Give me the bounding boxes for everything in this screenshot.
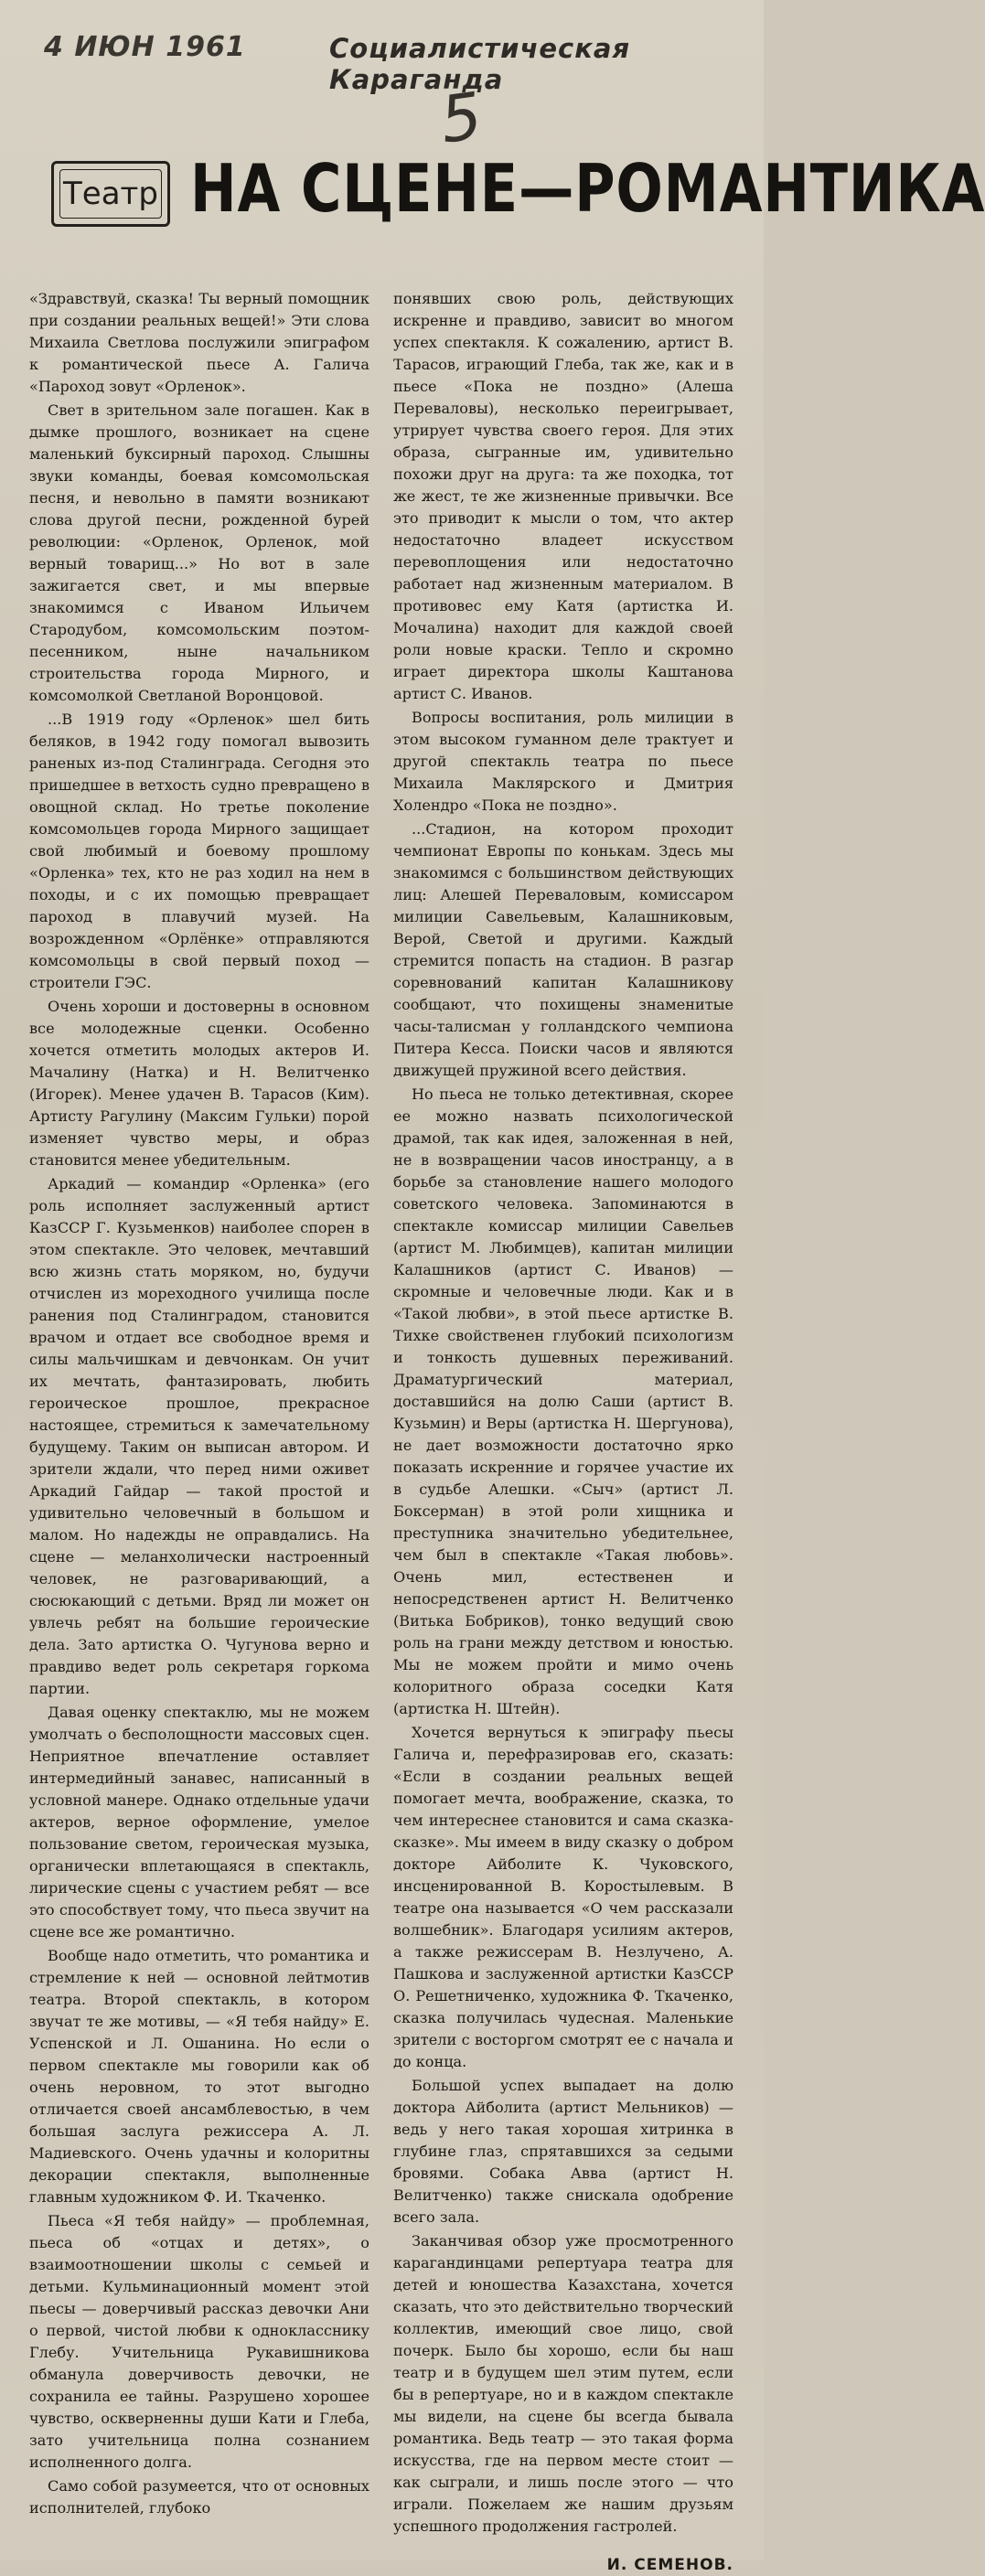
article-header (18, 150, 985, 287)
article-body (29, 288, 733, 2576)
article-paragraph: Само собой разумеется, что от основных исполнителей, глубоко (29, 2477, 369, 2517)
article-paragraph: Заканчивая обзор уже просмотренного карагандинцами репертуара театра для детей и юношества Казахстана, хочется сказать, что это действительно творческий коллектив, имеющий свое лицо, свой почерк. Было бы хорошо, если бы наш театр и в будущем шел этим путем, если бы в репертуаре, но и в каждом спектакле мы видели, на сцене бы всегда бывала романтика. Ведь театр — это такая форма искусства, где на первом месте стоит — как сыграли, и лишь после этого — что играли. Пожелаем же нашим друзьям успешного продолжения гастролей. (393, 2232, 733, 2535)
article-paragraph: Свет в зрительном зале погашен. Как в дымке прошлого, возникает на сцене маленький буксирный пароход. Слышны звуки команды, боевая комсомольская песня, и невольно в памяти возникают слова другой песни, рожденной бурей революции: «Орленок, Орленок, мой верный товарищ...» Но вот в зале зажигается свет, и мы впервые знакомимся с Иваном Ильичем Стародубом, комсомольским поэтом-песенником, ныне начальником строительства города Мирного, и комсомолкой Светланой Воронцовой. (29, 401, 369, 704)
clipping-top-line (18, 15, 745, 158)
newspaper-name-stamp: Социалистическая Караганда (329, 33, 631, 95)
article-column-right (393, 288, 733, 2576)
article-paragraph: Но пьеса не только детективная, скорее ее можно назвать психологической драмой, так как идея, заложенная в ней, не в возвращении часов иностранцу, а в борьбе за становление нашего молодого советского человека. Запоминаются в спектакле комиссар милиции Савельев (артист М. Любимцев), капитан милиции Калашников (артист С. Иванов) — скромные и человечные люди. Как и в «Такой любви», в этой пьесе артистке В. Тихке свойственен глубокий психологизм и тонкость душевных переживаний. Драматургический материал, доставшийся на долю Саши (артист В. Кузьмин) и Веры (артистка Н. Шергунова), не дает возможности достаточно ярко показать искренние и горячее участие их в судьбе Алешки. «Сыч» (артист Л. Боксерман) в этой роли хищника и преступника значительно убедительнее, чем был в спектакле «Такая любовь». Очень мил, естественен и непосредственен артист Н. Велитченко (Витька Бобриков), тонко ведущий свою роль на грани между детством и юностью. Мы не можем пройти и мимо очень колоритного образа соседки Катя (артистка Н. Штейн). (393, 1085, 733, 1717)
article-paragraph: Очень хороши и достоверны в основном все молодежные сценки. Особенно хочется отметить молодых актеров И. Мачалину (Натка) и Н. Велитченко (Игорек). Менее удачен В. Тарасов (Ким). Артисту Рагулину (Максим Гульки) порой изменяет чувство меры, и образ становится менее убедительным. (29, 998, 369, 1169)
article-paragraph: Пьеса «Я тебя найду» — проблемная, пьеса об «отцах и детях», о взаимоотношении школы с семьей и детьми. Кульминационный момент этой пьесы — доверчивый рассказ девочки Ани о первой, чистой любви к однокласснику Глебу. Учительница Рукавишникова обманула доверчивость девочки, не сохранила ее тайны. Разрушено хорошее чувство, оскверненны души Кати и Глеба, зато учительница полна сознанием исполненного долга. (29, 2212, 369, 2471)
article-title: НА СЦЕНЕ—РОМАНТИКА (190, 150, 985, 227)
article-paragraph: Хочется вернуться к эпиграфу пьесы Галича и, перефразировав его, сказать: «Если в создании реальных вещей помогает мечта, воображение, сказка, то чем интереснее становится и сама сказка-сказке». Мы имеем в виду сказку о добром докторе Айболите К. Чуковского, инсценированной В. Коростылевым. В театре она называется «О чем рассказали волшебник». Благодаря усилиям актеров, а также режиссерам В. Незлучено, А. Пашкова и заслуженной артистки КазССР О. Решетниченко, художника Ф. Ткаченко, сказка получилась чудесная. Маленькие зрители с восторгом смотрят ее с начала и до конца. (393, 1724, 733, 2070)
article-paragraph: «Здравствуй, сказка! Ты верный помощник при создании реальных вещей!» Эти слова Михаила Светлова послужили эпиграфом к романтической пьесе А. Галича «Пароход зовут «Орленок». (29, 290, 369, 395)
article-paragraph: Вопросы воспитания, роль милиции в этом высоком гуманном деле трактует и другой спектакль театра по пьесе Михаила Маклярского и Дмитрия Холендро «Пока не поздно». (393, 709, 733, 814)
article-paragraph: Большой успех выпадает на долю доктора Айболита (артист Мельников) — ведь у него такая хорошая хитринка в глубине глаз, спрятавшихся за седыми бровями. Собака Авва (артист Н. Велитченко) также снискала одобрение всего зала. (393, 2077, 733, 2226)
article-paragraph: Аркадий — командир «Орленка» (его роль исполняет заслуженный артист КазССР Г. Кузьменков) наиболее спорен в этом спектакле. Это человек, мечтавший всю жизнь стать моряком, но, будучи отчислен из мореходного училища после ранения под Сталинградом, становится врачом и отдает все свободное время и силы мальчишкам и девчонкам. Он учит их мечтать, фантазировать, любить героическое прошлое, прекрасное настоящее, стремиться к замечательному будущему. Таким он выписан автором. И зрители ждали, что перед ними оживет Аркадий Гайдар — такой простой и удивительно человечный в большом и малом. Но надежды не оправдались. На сцене — меланхолически настроенный человек, не разговаривающий, а сюсюкающий с детьми. Вряд ли может он увлечь ребят на большие героические дела. Зато артистка О. Чугунова верно и правдиво ведет роль секретаря горкома партии. (29, 1175, 369, 1697)
article-paragraph: ...Стадион, на котором проходит чемпионат Европы по конькам. Здесь мы знакомимся с большинством действующих лиц: Алешей Переваловым, комиссаром милиции Савельевым, Калашниковым, Верой, Светой и другими. Каждый стремится попасть на стадион. В разгар соревнований капитан Калашникову сообщают, что похищены знаменитые часы-талисман у голландского чемпиона Питера Кесса. Поиски часов и являются движущей пружиной всего действия. (393, 820, 733, 1079)
author-signature: И. СЕМЕНОВ. (606, 2556, 733, 2574)
article-paragraph: Давая оценку спектаклю, мы не можем умолчать о бесполощности массовых сцен. Неприятное впечатление оставляет интермедийный занавес, написанный в условной манере. Однако отдельные удачи актеров, верное оформление, умелое пользование светом, героическая музыка, органически вплетающаяся в спектакль, лирические сцены с участием ребят — все это способствует тому, что пьеса звучит на сцене все же романтично. (29, 1704, 369, 1940)
rubric-label: Театр (63, 176, 158, 212)
article-column-left (29, 288, 369, 2576)
article-paragraph: Вообще надо отметить, что романтика и стремление к ней — основной лейтмотив театра. Второй спектакль, в котором звучат те же мотивы, — «Я тебя найду» Е. Успенской и Л. Ошанина. Но если о первом спектакле мы говорили как об очень неровном, то этот выгодно отличается своей ансамблевостью, в чем большая заслуга режиссера А. Л. Мадиевского. Очень удачны и колоритны декорации спектакля, выполненные главным художником Ф. И. Ткаченко. (29, 1947, 369, 2206)
handwritten-page-number: 5 (435, 78, 487, 158)
article-paragraph: ...В 1919 году «Орленок» шел бить беляков, в 1942 году помогал вывозить раненых из-под Сталинграда. Сегодня это пришедшее в ветхость судно превращено в овощной склад. Но третье поколение комсомольцев города Мирного защищает свой любимый и боевому прошлому «Орленка» тех, кто не раз ходил на нем в походы, и с их помощью превращает пароход в плавучий музей. На возрожденном «Орлёнке» отправляются комсомольцы в свой первый поход — строители ГЭС. (29, 711, 369, 991)
rubric-box (51, 161, 170, 227)
handwritten-date: 4 ИЮН 1961 (44, 31, 246, 63)
right-column-paragraphs (393, 288, 733, 2538)
article-paragraph: понявших свою роль, действующих искренне и правдиво, зависит во многом успех спектакля. К сожалению, артист В. Тарасов, играющий Глеба, так же, как и в пьесе «Пока не поздно» (Алеша Переваловы), несколько переигрывает, утрирует чувства своего героя. Для этих образа, сыгранные им, удивительно похожи друг на друга: та же походка, тот же жест, те же жизненные привычки. Все это приводит к мысли о том, что актер недостаточно владеет искусством перевоплощения или недостаточно работает над жизненным материалом. В противовес ему Катя (артистка И. Мочалина) находит для каждой своей роли новые краски. Тепло и скромно играет директора школы Каштанова артист С. Иванов. (393, 290, 733, 702)
